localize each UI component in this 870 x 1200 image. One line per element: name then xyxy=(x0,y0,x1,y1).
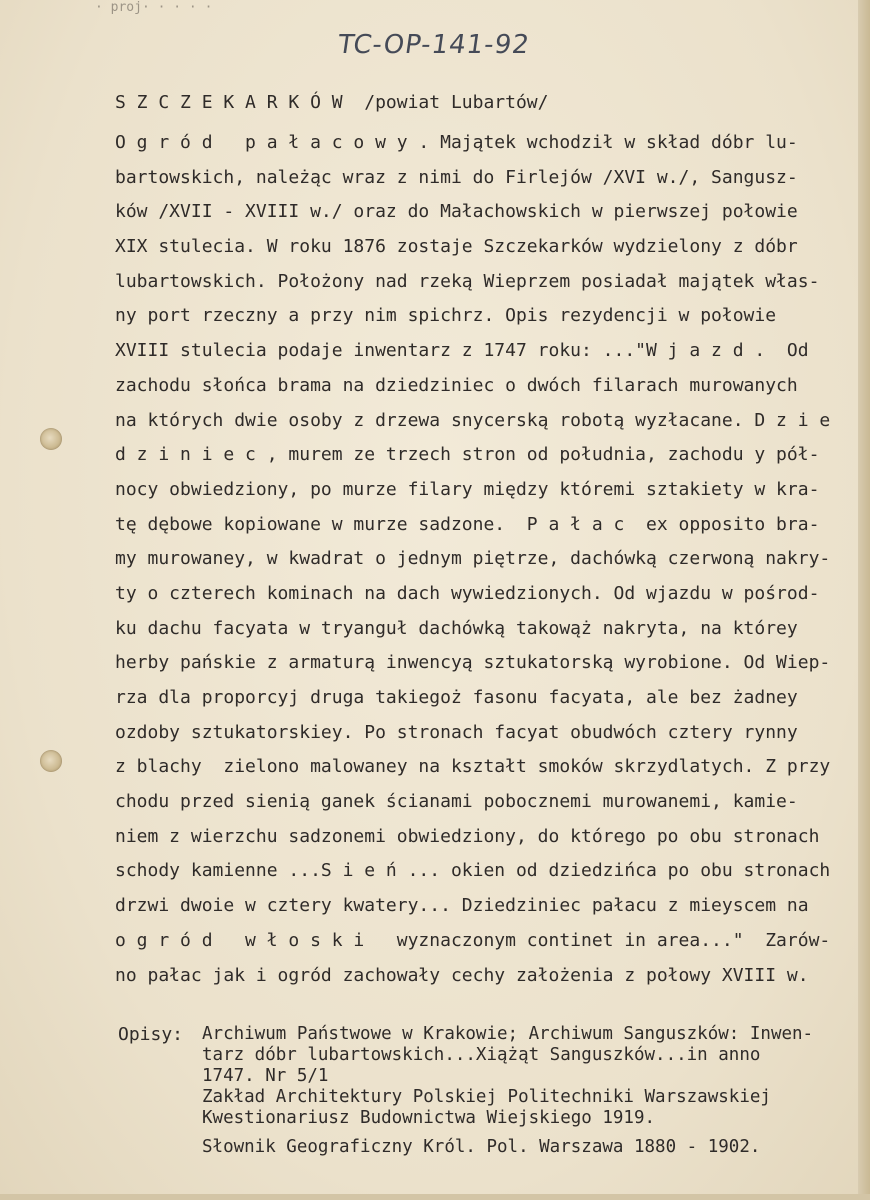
sources-label: Opisy: xyxy=(118,1024,184,1045)
source-line: 1747. Nr 5/1 xyxy=(202,1066,329,1086)
body-line: zachodu słońca brama na dziedziniec o dwóch filarach murowanych xyxy=(115,374,798,396)
body-line: na których dwie osoby z drzewa snycerską robotą wyzłacane. D z i e xyxy=(115,409,831,431)
source-line: Słownik Geograficzny Król. Pol. Warszawa 1880 - 1902. xyxy=(202,1137,761,1157)
body-line: ku dachu facyata w tryanguł dachówką takowąż nakryta, na którey xyxy=(115,617,798,639)
body-line: schody kamienne ...S i e ń ... okien od dziedzińca po obu stronach xyxy=(115,860,831,882)
page-edge xyxy=(858,0,870,1200)
body-line: bartowskich, należąc wraz z nimi do Firlejów /XVI w./, Sangusz- xyxy=(115,166,798,188)
body-line: ków /XVII - XVIII w./ oraz do Małachowskich w pierwszej połowie xyxy=(115,201,798,223)
body-text xyxy=(115,126,850,993)
body-line: lubartowskich. Położony nad rzeką Wieprzem posiadał majątek włas- xyxy=(115,270,820,292)
source-line: tarz dóbr lubartowskich...Xiążąt Sanguszków...in anno xyxy=(202,1045,761,1065)
body-line: no pałac jak i ogród zachowały cechy założenia z połowy XVIII w. xyxy=(115,964,809,986)
body-line: my murowaney, w kwadrat o jednym piętrze, dachówką czerwoną nakry- xyxy=(115,548,831,570)
body-line: z blachy zielono malowaney na kształt smoków skrzydlatych. Z przy xyxy=(115,756,831,778)
body-line: rza dla proporcyj druga takiegoż fasonu facyata, ale bez żadney xyxy=(115,687,798,708)
punch-hole-icon xyxy=(40,428,62,450)
document-heading: S Z C Z E K A R K Ó W /powiat Lubartów/ xyxy=(115,92,549,113)
page-bottom-edge xyxy=(0,1194,870,1200)
catalog-number: TC-OP-141-92 xyxy=(335,30,532,60)
sources-list xyxy=(202,1024,852,1158)
top-scrap-text: · proj· · · · · xyxy=(95,0,213,15)
body-line: O g r ó d p a ł a c o w y . Majątek wchodził w skład dóbr lu- xyxy=(115,132,798,153)
body-line: ny port rzeczny a przy nim spichrz. Opis rezydencji w połowie xyxy=(115,305,777,327)
body-line: drzwi dwoie w cztery kwatery... Dziedziniec pałacu z mieyscem na xyxy=(115,895,809,917)
body-line: XIX stulecia. W roku 1876 zostaje Szczekarków wydzielony z dóbr xyxy=(115,236,798,258)
body-line: chodu przed sienią ganek ścianami pobocznemi murowanemi, kamie- xyxy=(115,791,798,813)
punch-hole-icon xyxy=(40,750,62,772)
body-line: herby pańskie z armaturą inwencyą sztukatorską wyrobione. Od Wiep- xyxy=(115,652,831,674)
source-line: Kwestionariusz Budownictwa Wiejskiego 1919. xyxy=(202,1108,656,1128)
source-line: Zakład Architektury Polskiej Politechniki Warszawskiej xyxy=(202,1087,771,1107)
body-line: XVIII stulecia podaje inwentarz z 1747 roku: ..."W j a z d . Od xyxy=(115,340,809,362)
body-line: nocy obwiedziony, po murze filary między któremi sztakiety w kra- xyxy=(115,478,820,500)
body-line: d z i n i e c , murem ze trzech stron od południa, zachodu y pół- xyxy=(115,444,820,466)
body-line: ozdoby sztukatorskiey. Po stronach facyat obudwóch cztery rynny xyxy=(115,721,798,743)
source-line: Archiwum Państwowe w Krakowie; Archiwum Sanguszków: Inwen- xyxy=(202,1024,814,1044)
body-line: tę dębowe kopiowane w murze sadzone. P a ł a c ex opposito bra- xyxy=(115,513,820,535)
body-line: niem z wierzchu sadzonemi obwiedziony, do którego po obu stronach xyxy=(115,825,820,847)
body-line: o g r ó d w ł o s k i wyznaczonym continet in area..." Zarów- xyxy=(115,929,831,951)
body-line: ty o czterech kominach na dach wywiedzionych. Od wjazdu w pośrod- xyxy=(115,582,820,604)
